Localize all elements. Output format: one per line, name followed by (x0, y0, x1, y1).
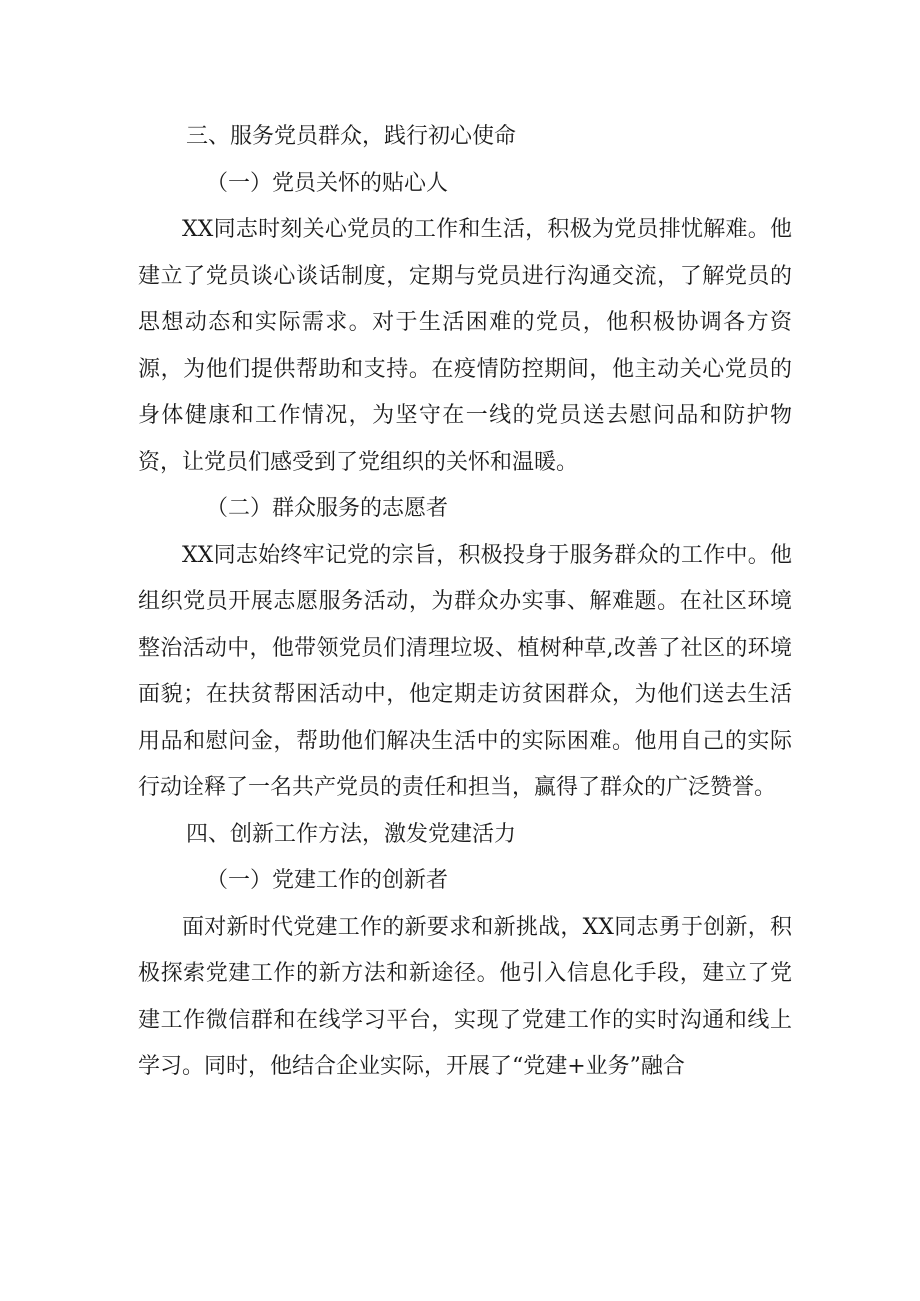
section-4-sub-1-paragraph: 面对新时代党建工作的新要求和新挑战，XX同志勇于创新，积极探索党建工作的新方法和新途径。他引入信息化手段，建立了党建工作微信群和在线学习平台，实现了党建工作的实时沟通和线上学习。同时，他结合企业实际，开展了“党建+业务”融合 (138, 914, 792, 1079)
section-3-sub-1-paragraph: XX同志时刻关心党员的工作和生活，积极为党员排忧解难。他建立了党员谈心谈话制度，定期与党员进行沟通交流，了解党员的思想动态和实际需求。对于生活困难的党员，他积极协调各方资源，为他们提供帮助和支持。在疫情防控期间，他主动关心党员的身体健康和工作情况，为坚守在一线的党员送去慰问品和防护物资，让党员们感受到了党组织的关怀和温暖。 (138, 217, 792, 475)
section-3-sub-2-paragraph: XX同志始终牢记党的宗旨，积极投身于服务群众的工作中。他组织党员开展志愿服务活动，为群众办实事、解难题。在社区环境整治活动中，他带领党员们清理垃圾、植树种草,改善了社区的环境面貌；在扶贫帮困活动中，他定期走访贫困群众，为他们送去生活用品和慰问金，帮助他们解决生活中的实际困难。他用自己的实际行动诠释了一名共产党员的责任和担当，赢得了群众的广泛赞誉。 (138, 542, 792, 800)
section-4-sub-1-heading: （一）党建工作的创新者 (206, 868, 449, 893)
section-3-heading: 三、服务党员群众，践行初心使命 (186, 124, 517, 149)
document-page (138, 114, 792, 1091)
section-3-sub-1-heading: （一）党员关怀的贴心人 (206, 170, 449, 196)
section-4-heading: 四、创新工作方法，激发党建活力 (186, 821, 517, 847)
section-3-sub-2-heading: （二）群众服务的志愿者 (206, 496, 449, 521)
